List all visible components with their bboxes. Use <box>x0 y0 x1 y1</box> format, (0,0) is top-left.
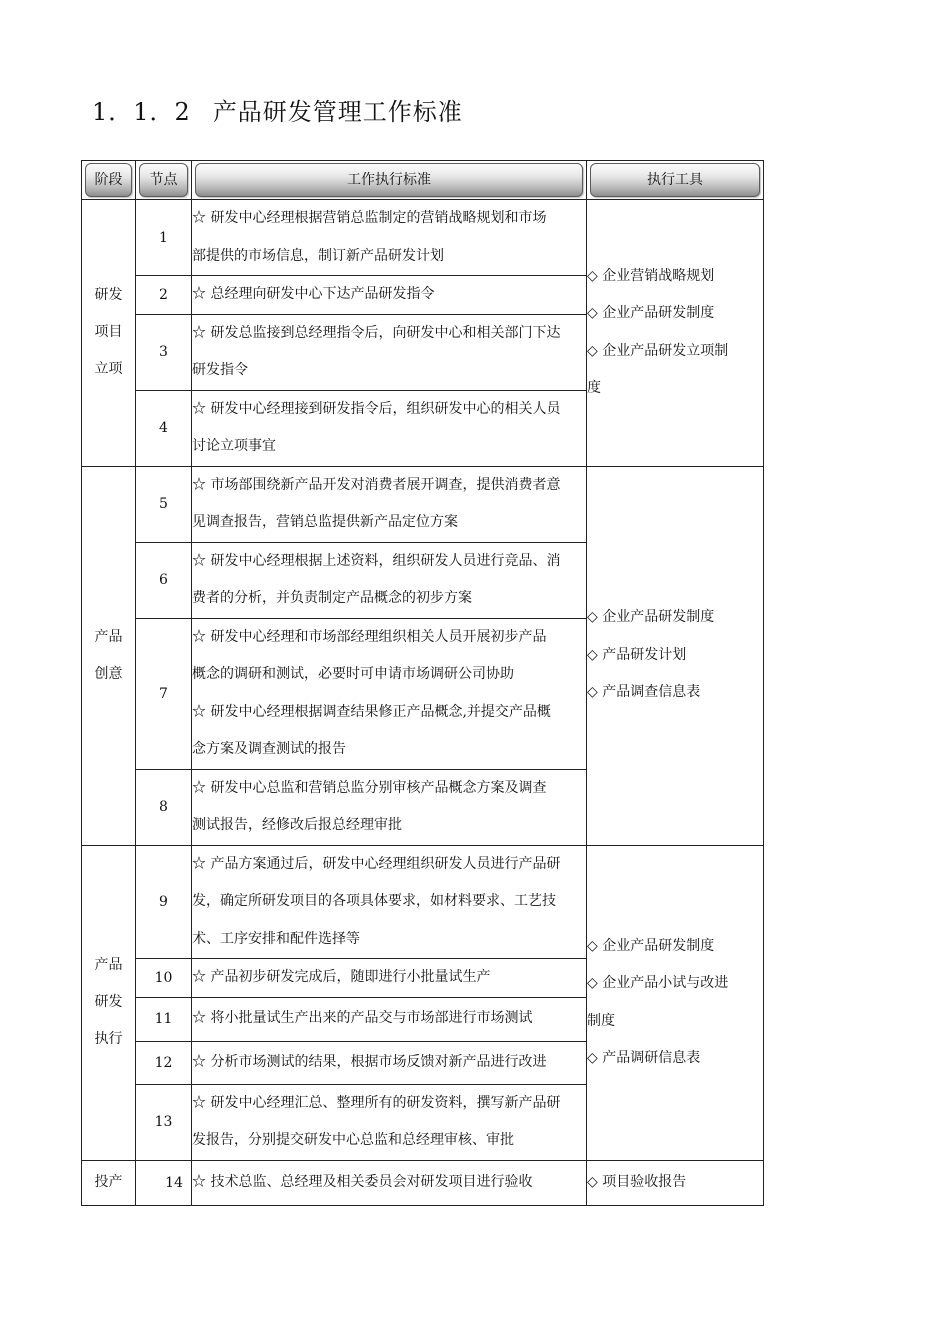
node-number: 10 <box>136 959 192 998</box>
standard-text-line: ☆ 研发中心经理接到研发指令后，组织研发中心的相关人员 <box>192 400 561 417</box>
table-row <box>82 1160 764 1205</box>
standard-text-line: ☆ 产品方案通过后，研发中心经理组织研发人员进行产品研 <box>192 855 561 872</box>
stage-name-line: 执行 <box>94 1031 123 1047</box>
work-standard-cell <box>192 997 587 1041</box>
tool-item: ◇ 企业产品研发制度 <box>587 305 715 322</box>
work-standard-cell <box>192 276 587 315</box>
section-number: 1．1．2 <box>92 98 191 126</box>
work-standard-cell <box>192 390 587 466</box>
standard-text-line: 概念的调研和测试，必要时可申请市场调研公司协助 <box>192 666 514 682</box>
standard-text-line: ☆ 将小批量试生产出来的产品交与市场部进行市场测试 <box>192 1010 533 1027</box>
standard-text-line: 讨论立项事宜 <box>192 438 276 454</box>
standard-text-line: 费者的分析，并负责制定产品概念的初步方案 <box>192 590 472 606</box>
tool-item: ◇ 企业产品研发立项制 <box>587 342 729 359</box>
standard-text-line: ☆ 技术总监、总经理及相关委员会对研发项目进行验收 <box>192 1173 533 1190</box>
tools-cell <box>587 200 764 467</box>
standard-text-line: ☆ 研发中心经理和市场部经理组织相关人员开展初步产品 <box>192 628 547 645</box>
table-row <box>82 200 764 276</box>
tools-cell <box>587 466 764 845</box>
work-standard-cell <box>192 959 587 998</box>
stage-cell <box>82 200 136 467</box>
tools-cell <box>587 1160 764 1205</box>
tool-item: 制度 <box>587 1012 615 1029</box>
standard-text-line: 测试报告，经修改后报总经理审批 <box>192 817 402 833</box>
node-number: 13 <box>136 1084 192 1160</box>
standard-text-line: 术、工序安排和配件选择等 <box>192 930 360 947</box>
tool-item: ◇ 企业产品研发制度 <box>587 937 715 954</box>
table-body <box>82 200 764 1206</box>
standard-text-line: ☆ 研发中心经理根据上述资料，组织研发人员进行竞品、消 <box>192 552 561 569</box>
standard-text-line: 发，确定所研发项目的各项具体要求，如材料要求、工艺技 <box>192 893 556 909</box>
standard-text-line: ☆ 研发中心经理根据营销总监制定的营销战略规划和市场 <box>192 210 547 226</box>
header-stage: 阶段 <box>85 163 132 197</box>
tools-cell <box>587 845 764 1160</box>
header-tools: 执行工具 <box>590 163 760 197</box>
stage-cell <box>82 1160 136 1205</box>
standard-text-line: ☆ 总经理向研发中心下达产品研发指令 <box>192 286 435 302</box>
tool-item: ◇ 企业产品小试与改进 <box>587 975 729 991</box>
stage-cell <box>82 845 136 1160</box>
node-number: 8 <box>136 769 192 845</box>
node-number: 1 <box>136 200 192 276</box>
work-standard-cell <box>192 314 587 390</box>
stage-name-line: 创意 <box>94 665 123 682</box>
work-standard-cell <box>192 1160 587 1205</box>
work-standard-cell <box>192 1084 587 1160</box>
stage-cell <box>82 466 136 845</box>
work-standard-cell <box>192 618 587 769</box>
stage-name-line: 投产 <box>94 1174 123 1190</box>
stage-name-line: 项目 <box>94 324 123 341</box>
work-standard-cell <box>192 769 587 845</box>
node-number: 3 <box>136 314 192 390</box>
node-number: 2 <box>136 276 192 315</box>
work-standard-table <box>81 160 764 1206</box>
tool-item: ◇ 产品调研信息表 <box>587 1050 701 1066</box>
standard-text-line: ☆ 研发总监接到总经理指令后，向研发中心和相关部门下达 <box>192 324 561 341</box>
node-number: 7 <box>136 618 192 769</box>
standard-text-line: 见调查报告，营销总监提供新产品定位方案 <box>192 514 458 530</box>
standard-text-line: ☆ 研发中心总监和营销总监分别审核产品概念方案及调查 <box>192 779 547 796</box>
stage-name-line: 产品 <box>94 628 123 645</box>
node-number: 5 <box>136 466 192 542</box>
standard-text-line: 念方案及调查测试的报告 <box>192 741 346 757</box>
work-standard-cell <box>192 200 587 276</box>
tool-item: 度 <box>587 380 601 397</box>
work-standard-cell <box>192 542 587 618</box>
work-standard-cell <box>192 845 587 959</box>
header-standard: 工作执行标准 <box>195 163 583 197</box>
standard-text-line: 部提供的市场信息，制订新产品研发计划 <box>192 247 444 264</box>
section-heading <box>92 92 463 127</box>
work-standard-cell <box>192 1041 587 1084</box>
table-row <box>82 466 764 542</box>
node-number: 12 <box>136 1041 192 1084</box>
standard-text-line: ☆ 研发中心经理根据调查结果修正产品概念,并提交产品概 <box>192 703 551 720</box>
standard-text-line: ☆ 市场部围绕新产品开发对消费者展开调查，提供消费者意 <box>192 476 561 493</box>
header-node: 节点 <box>139 163 188 197</box>
standard-text-line: 研发指令 <box>192 362 248 378</box>
node-number: 14 <box>136 1160 192 1205</box>
node-number: 4 <box>136 390 192 466</box>
node-number: 11 <box>136 997 192 1041</box>
tool-item: ◇ 企业产品研发制度 <box>587 609 715 626</box>
tool-item: ◇ 项目验收报告 <box>587 1173 687 1190</box>
stage-name-line: 研发 <box>94 994 123 1010</box>
stage-name-line: 立项 <box>94 361 123 378</box>
table-row <box>82 845 764 959</box>
tool-item: ◇ 产品调查信息表 <box>587 684 701 701</box>
standard-text-line: ☆ 研发中心经理汇总、整理所有的研发资料，撰写新产品研 <box>192 1094 561 1111</box>
stage-name-line: 产品 <box>94 957 123 973</box>
node-number: 9 <box>136 845 192 959</box>
node-number: 6 <box>136 542 192 618</box>
tool-item: ◇ 企业营销战略规划 <box>587 267 715 284</box>
stage-name-line: 研发 <box>94 287 123 304</box>
standard-text-line: ☆ 分析市场测试的结果，根据市场反馈对新产品进行改进 <box>192 1053 547 1070</box>
standard-text-line: ☆ 产品初步研发完成后，随即进行小批量试生产 <box>192 969 491 985</box>
section-title: 产品研发管理工作标准 <box>212 98 463 126</box>
standard-text-line: 发报告，分别提交研发中心总监和总经理审核、审批 <box>192 1132 514 1148</box>
header-row <box>82 161 764 200</box>
work-standard-cell <box>192 466 587 542</box>
tool-item: ◇ 产品研发计划 <box>587 646 687 663</box>
